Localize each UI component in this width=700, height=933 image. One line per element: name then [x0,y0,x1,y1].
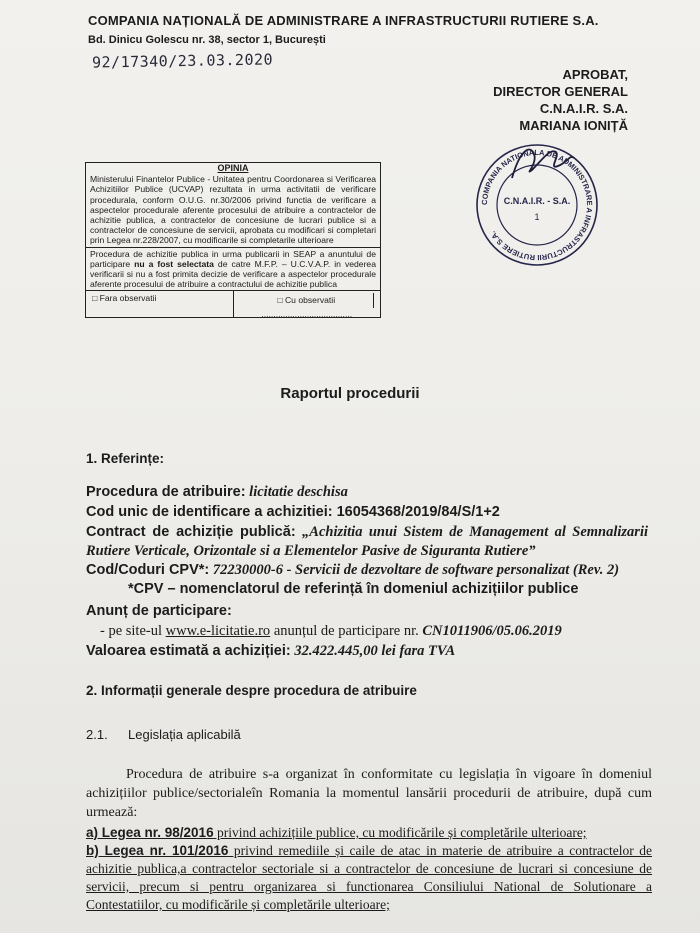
contract-name: Contract de achiziție publică: „Achizitia unui Sistem de Management al Semnalizarii Rutiere Verticale, Orizontale si a Elementelor Pasive de Siguranta Rutiere” [86,524,649,559]
cpv-note: *CPV – nomenclatorul de referință în domeniul achizițiilor publice [128,581,579,597]
estimated-value: Valoarea estimată a achiziției: 32.422.445,00 lei fara TVA [86,643,456,659]
subsection-title: Legislația aplicabilă [128,727,241,742]
unique-code: Cod unic de identificare a achizitiei: 16054368/2019/84/S/1+2 [86,504,500,520]
section-1-heading: 1. Referințe: [86,451,165,466]
document-title: Raportul procedurii [280,385,420,402]
law-a: a) Legea nr. 98/2016 privind achizițiile publice, cu modificările și completările ulterioare; [86,825,587,840]
legislation-paragraph: Procedura de atribuire s-a organizat în conformitate cu legislația în vigoare în domeniul achizițiilor publice/sectorialeîn Romania la momentul lansării procedurii de atribuire, după cum urmează: [86,767,652,820]
approval-company: C.N.A.I.R. S.A. [539,101,628,116]
company-address: Bd. Dinicu Golescu nr. 38, sector 1, București [88,34,326,46]
section-2-heading: 2. Informații generale despre procedura de atribuire [86,683,417,698]
approval-person: MARIANA IONIȚĂ [519,118,628,133]
opinion-text: Ministerului Finantelor Publice - Unitatea pentru Coordonarea si Verificarea Achizitiilor Publice (UCVAP) rezultata in urma activitatii de verificare procedurala, conform O.U.G. nr.30/2006 privind functia de verificare a aspectelor procedurale aferente procesului de atribuire a contractelor de achizitie publica, a contractelor de concesiune de lucrari publice si a contractelor de concesiune de servicii, aprobata cu modificari si completari prin Legea nr.228/2007, cu modificarile si completarile ulterioare [90,174,376,246]
subsection-number: 2.1. [86,727,108,742]
company-stamp [472,140,602,270]
company-name: COMPANIA NAȚIONALĂ DE ADMINISTRARE A INFRASTRUCTURII RUTIERE S.A. [88,13,599,28]
handwritten-registration-number: 92/17340/23.03.2020 [91,50,274,72]
stamp-number: 1 [534,212,540,222]
approval-role: DIRECTOR GENERAL [493,84,628,99]
option-no-observations: □ Fara observatii [86,291,234,317]
procedure-type: Procedura de atribuire: licitatie deschisa [86,484,348,500]
opinion-selection-text: Procedura de achizitie publica in urma publicarii in SEAP a anuntului de participare nu a fost selectata de catre M.F.P. – U.C.V.A.P. in vederea verificarii si nu a fost primita decizie de verificare a aspectelor procedurale aferente procesului de atribuire a contractului de achizitie publica [90,248,376,290]
stamp-center-text: C.N.A.I.R. - S.A. [503,196,571,206]
opinion-box [85,162,381,318]
stamp-ring-text: COMPANIA NATIONALA DE ADMINISTRARE A INFRASTRUCTURII RUTIERE S.A. [479,147,595,263]
option-with-observations: □ Cu observatii ...................................... [234,291,381,317]
approval-block [493,66,628,134]
opinion-options [86,290,380,317]
opinion-title: OPINIA [217,163,249,173]
notice-label: Anunț de participare: [86,603,232,619]
notice-line: - pe site-ul www.e-licitatie.ro anunțul de participare nr. CN1011906/05.06.2019 [100,623,562,639]
cpv-code: Cod/Coduri CPV*: 72230000-6 - Servicii de dezvoltare de software personalizat (Rev. 2) [86,562,620,578]
approval-label: APROBAT, [562,67,628,82]
notice-site-link: www.e-licitatie.ro [165,623,271,639]
law-b: b) Legea nr. 101/2016 privind remediile și caile de atac in materie de atribuire a contractelor de achizitie publica,a contractelor sectoriale si a contractelor de concesiune de lucrari si concesiune de servicii, precum si pentru organizarea si functionarea Consiliului National de Solutionare a Contestatiilor, cu modificările și completările ulterioare; [86,843,653,912]
